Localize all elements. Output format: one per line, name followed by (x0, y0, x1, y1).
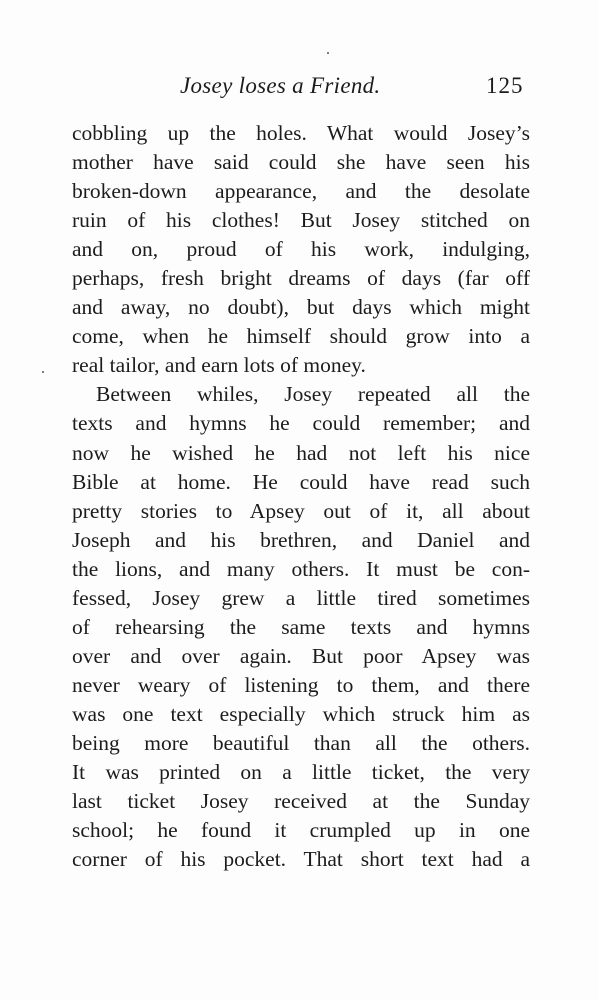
text-line: was one text especially which struck him as (72, 701, 530, 726)
text-line: over and over again. But poor Apsey was (72, 643, 530, 668)
text-line: being more beautiful than all the others. (72, 730, 530, 755)
text-line: It was printed on a little ticket, the very (72, 760, 530, 785)
paper-speck (42, 371, 44, 373)
text-line: the lions, and many others. It must be con- (72, 556, 530, 581)
text-line: Between whiles, Josey repeated all the (96, 382, 530, 407)
body-text (72, 119, 530, 874)
text-line: texts and hymns he could remember; and (72, 411, 530, 436)
text-line: Joseph and his brethren, and Daniel and (72, 527, 530, 552)
text-line: now he wished he had not left his nice (72, 440, 530, 465)
page-number: 125 (486, 73, 524, 98)
text-line: last ticket Josey received at the Sunday (72, 789, 530, 814)
text-line: pretty stories to Apsey out of it, all about (72, 498, 530, 523)
text-line: broken-down appearance, and the desolate (72, 179, 530, 204)
page-header (0, 73, 598, 107)
text-line: school; he found it crumpled up in one (72, 818, 530, 843)
text-line: and on, proud of his work, indulging, (72, 237, 530, 262)
text-line: corner of his pocket. That short text had a (72, 847, 530, 872)
text-line: mother have said could she have seen his (72, 150, 530, 175)
paper-speck (327, 52, 329, 54)
text-line: come, when he himself should grow into a (72, 324, 530, 349)
text-line: Bible at home. He could have read such (72, 469, 530, 494)
text-line: real tailor, and earn lots of money. (72, 353, 366, 378)
text-line: of rehearsing the same texts and hymns (72, 614, 530, 639)
paragraph (72, 380, 530, 874)
text-line: cobbling up the holes. What would Josey’s (72, 121, 530, 145)
text-line: ruin of his clothes! But Josey stitched on (72, 208, 530, 233)
running-title: Josey loses a Friend. (180, 73, 381, 98)
text-line: never weary of listening to them, and there (72, 672, 530, 697)
text-line: and away, no doubt), but days which might (72, 295, 530, 320)
paragraph (72, 119, 530, 380)
text-line: perhaps, fresh bright dreams of days (far off (72, 266, 530, 291)
text-line: fessed, Josey grew a little tired sometimes (72, 585, 530, 610)
